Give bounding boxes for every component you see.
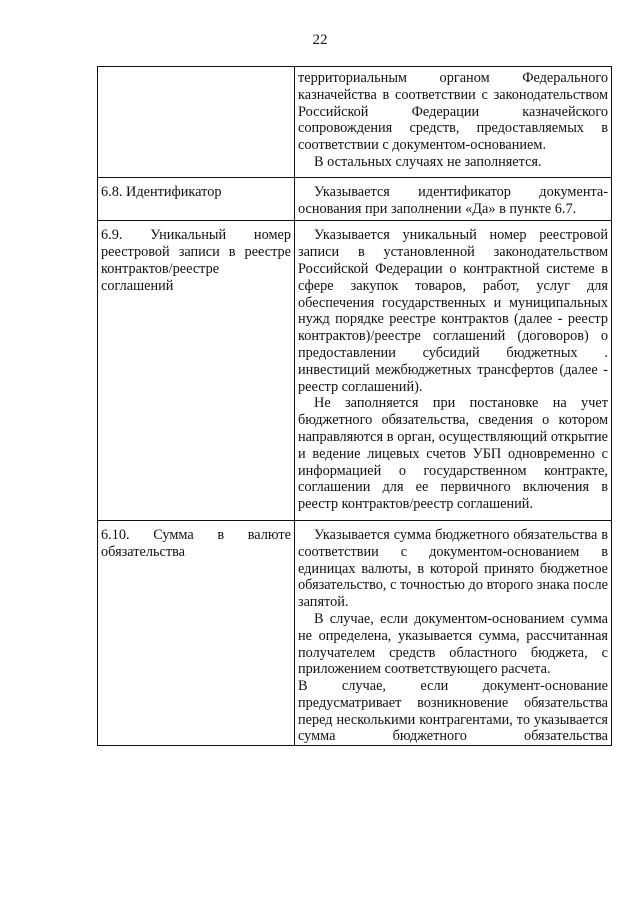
table-row	[98, 67, 612, 178]
field-label	[98, 67, 295, 178]
description-paragraph: Не заполняется при постановке на учет бюджетного обязательства, сведения о котором направляются в орган, осуществляющий открытие и ведение лицевых счетов УБП одновременно с информацией о государственном контракте, соглашении для ее первичного включения в реестр контрактов/реестр соглашений.	[298, 395, 608, 513]
description-paragraph: территориальным органом Федерального казначейства в соответствии с законодательством Российской Федерации казначейского сопровождения средств, предоставляемых в соответствии с документом-основанием.	[298, 70, 608, 154]
description-paragraph: В случае, если документом-основанием сумма не определена, указывается сумма, рассчитанная получателем средств областного бюджета, с приложением соответствующего расчета.	[298, 610, 608, 678]
page-number: 22	[312, 32, 328, 48]
table-row	[98, 177, 612, 221]
field-description	[295, 177, 612, 221]
field-description	[295, 520, 612, 745]
description-paragraph: Указывается сумма бюджетного обязательства в соответствии с документом-основанием в единицах валюты, в которой принято бюджетное обязательство, с точностью до второго знака после запятой.	[298, 526, 608, 611]
field-label: 6.8. Идентификатор	[98, 177, 295, 221]
description-paragraph: В остальных случаях не заполняется.	[314, 153, 542, 170]
requisites-table	[97, 66, 612, 746]
description-paragraph: В случае, если документ-основание предусматривает возникновение обязательства перед несколькими контрагентами, то указывается сумма бюджетного обязательства	[298, 678, 608, 745]
description-paragraph: Указывается идентификатор документа-основания при заполнении «Да» в пункте 6.7.	[298, 183, 608, 217]
field-label: 6.10. Сумма в валюте обязательства	[98, 520, 295, 745]
table-row	[98, 221, 612, 521]
table-row	[98, 520, 612, 745]
field-label: 6.9. Уникальный номер реестровой записи в реестре контрактов/реестре соглашений	[98, 221, 295, 521]
field-description	[295, 67, 612, 178]
description-paragraph: Указывается уникальный номер реестровой записи в установленной законодательством Российской Федерации о контрактной системе в сфере закупок товаров, работ, услуг для обеспечения государственных и муниципальных нужд порядке реестре контрактов (далее - реестр контрактов)/реестре соглашений (договоров) о предоставлении субсидий бюджетных . инвестиций межбюджетных трансфертов (далее - реестр соглашений).	[298, 227, 608, 395]
field-description	[295, 221, 612, 521]
